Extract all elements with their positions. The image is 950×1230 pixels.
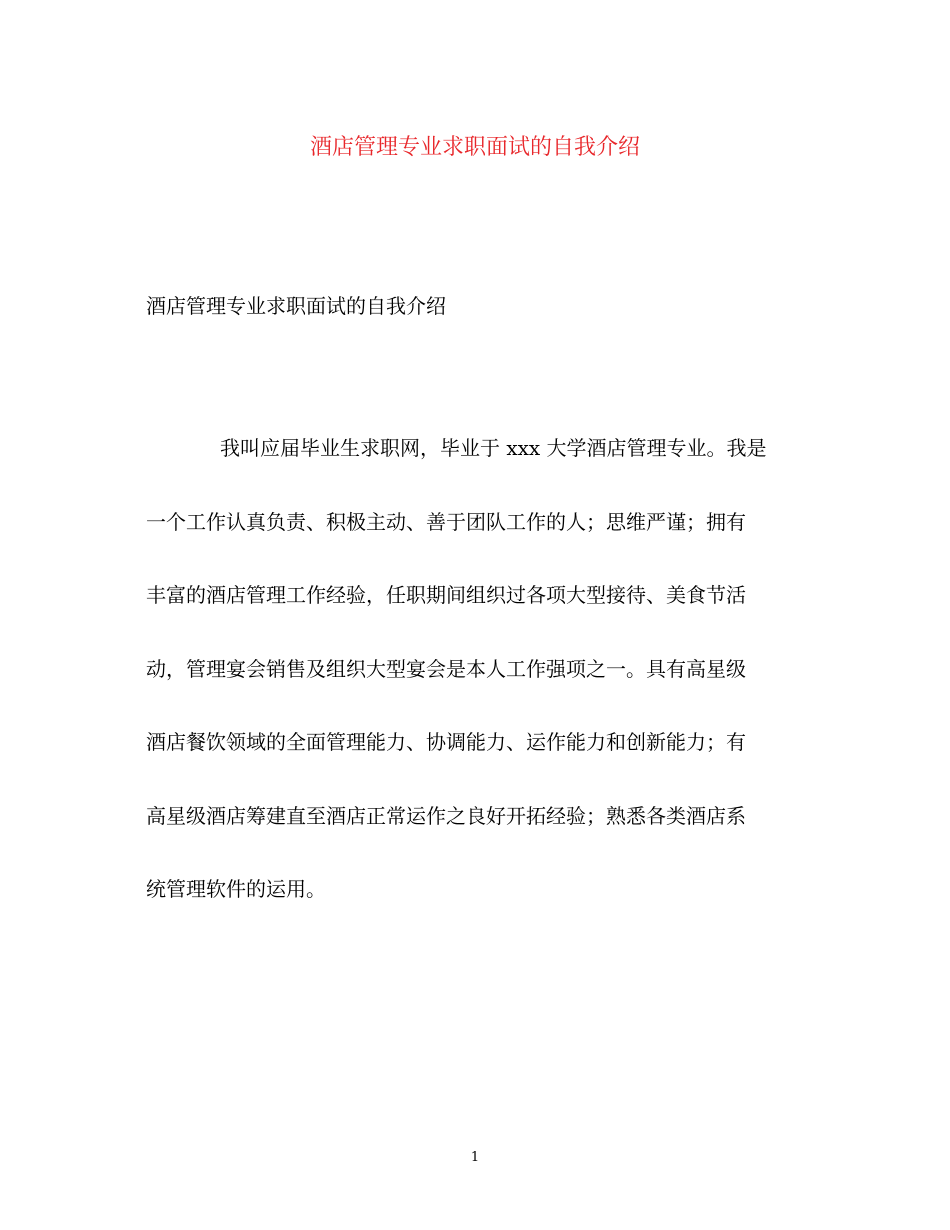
- body-line: 统管理软件的运用。: [146, 877, 326, 901]
- body-line: 我叫应届毕业生求职网，毕业于 xxx 大学酒店管理专业。我是: [220, 436, 767, 460]
- body-line: 酒店餐饮领域的全面管理能力、协调能力、运作能力和创新能力；有: [146, 730, 746, 754]
- body-line: 动，管理宴会销售及组织大型宴会是本人工作强项之一。具有高星级: [146, 656, 746, 681]
- body-line: 一个工作认真负责、积极主动、善于团队工作的人；思维严谨；拥有: [146, 509, 746, 534]
- body-paragraph: [146, 428, 811, 943]
- document-subtitle: 酒店管理专业求职面试的自我介绍: [146, 294, 446, 318]
- body-line: 丰富的酒店管理工作经验，任职期间组织过各项大型接待、美食节活: [146, 583, 746, 607]
- page-number: 1: [470, 1150, 480, 1165]
- document-title: 酒店管理专业求职面试的自我介绍: [309, 135, 640, 160]
- body-line: 高星级酒店筹建直至酒店正常运作之良好开拓经验；熟悉各类酒店系: [146, 803, 746, 828]
